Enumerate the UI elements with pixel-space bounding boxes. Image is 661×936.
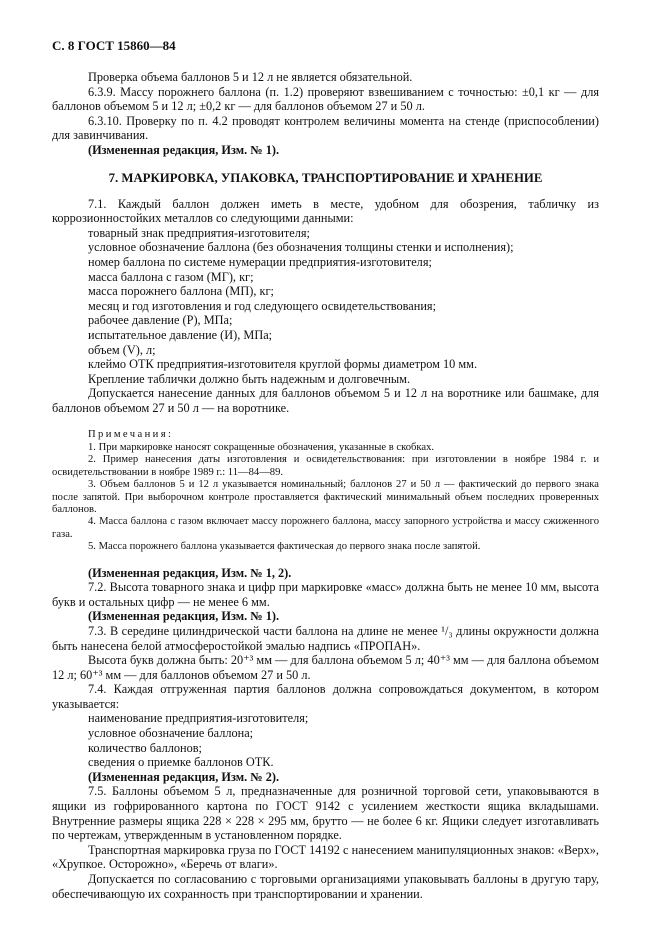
paragraph: 6.3.9. Массу порожнего баллона (п. 1.2) проверяют взвешиванием с точностью: ±0,1 кг — для баллонов объемом 5 и 12 л; ±0,2 кг — для баллонов объемом 27 и 50 л.	[52, 84, 599, 114]
note-item: 4. Масса баллона с газом включает массу порожнего баллона, массу запорного устройства и массу сжиженного газа.	[52, 516, 599, 540]
notes	[52, 429, 599, 553]
paragraph: Допускается по согласованию с торговыми организациями упаковывать баллоны в другую тару, обеспечивающую их сохранность при транспортировании и хранении.	[52, 872, 599, 901]
note-item: 5. Масса порожнего баллона указывается фактическая до первого знака после запятой.	[88, 541, 481, 553]
note-item: 1. При маркировке наносят сокращенные обозначения, указанные в скобках.	[88, 441, 435, 453]
list-item: товарный знак предприятия-изготовителя;	[88, 225, 310, 240]
list-item: условное обозначение баллона;	[88, 726, 254, 741]
list-item: условное обозначение баллона (без обозначения толщины стенки и исполнения);	[88, 240, 514, 255]
note-item: 3. Объем баллонов 5 и 12 л указывается номинальный; баллонов 27 и 50 л — фактический до первого знака после запятой. При выборочном контроле проставляется фактический минимальный объем последних проверенных баллонов.	[52, 479, 599, 515]
paragraph: 7.5. Баллоны объемом 5 л, предназначенные для розничной торговой сети, упаковываются в ящики из гофрированного картона по ГОСТ 9142 с усилением жесткости ящика вкладышами. Внутренние размеры ящика 228 × 228 × 295 мм, брутто — не более 6 кг. Ящики следует изготавливать по чертежам, утвержденным в установленном порядке.	[52, 784, 599, 843]
note-item: 2. Пример нанесения даты изготовления и освидетельствования: при изготовлении в ноябре 1984 г. и освидетельствовании в ноябре 1989 г.: 11—84—89.	[52, 454, 599, 478]
paragraph: 7.2. Высота товарного знака и цифр при маркировке «масс» должна быть не менее 10 мм, высота букв и остальных цифр — не менее 6 мм.	[52, 580, 599, 609]
paragraph: 6.3.10. Проверку по п. 4.2 проводят контролем величины момента на стенде (приспособлении) для завинчивания.	[52, 113, 599, 143]
list-item: количество баллонов;	[88, 740, 202, 755]
paragraph: 7.3. В середине цилиндрической части баллона на длине не менее ¹/₃ длины окружности должна быть нанесена белой атмосферостойкой эмалью надпись «ПРОПАН».	[52, 623, 599, 653]
list-item: рабочее давление (Р), МПа;	[88, 313, 233, 328]
amendment-note: (Измененная редакция, Изм. № 1, 2).	[88, 565, 292, 580]
paragraph: 7.4. Каждая отгруженная партия баллонов должна сопровождаться документом, в котором указывается:	[52, 682, 599, 711]
paragraph: Высота букв должна быть: 20⁺³ мм — для баллона объемом 5 л; 40⁺³ мм — для баллона объемом 12 л; 60⁺³ мм — для баллонов объемом 27 и 50 л.	[52, 653, 599, 682]
paragraph: Крепление таблички должно быть надежным и долговечным.	[88, 371, 411, 386]
list-item: наименование предприятия-изготовителя;	[88, 711, 309, 726]
list-item: номер баллона по системе нумерации предприятия-изготовителя;	[88, 254, 432, 269]
notes-title: Примечания:	[88, 429, 174, 441]
paragraph: Проверка объема баллонов 5 и 12 л не является обязательной.	[88, 70, 413, 84]
list-item: масса баллона с газом (МГ), кг;	[88, 269, 254, 284]
section-7-2-to-7-5	[52, 566, 599, 902]
document-page	[52, 38, 599, 901]
list-item: клеймо ОТК предприятия-изготовителя круглой формы диаметром 10 мм.	[88, 357, 478, 372]
amendment-note: (Измененная редакция, Изм. № 1).	[88, 142, 280, 157]
page-header: С. 8 ГОСТ 15860—84	[52, 38, 176, 53]
list-item: масса порожнего баллона (МП), кг;	[88, 284, 274, 299]
paragraph: Транспортная маркировка груза по ГОСТ 14192 с нанесением манипуляционных знаков: «Верх», «Хрупкое. Осторожно», «Беречь от влаги».	[52, 842, 599, 872]
list-item: объем (V), л;	[88, 342, 156, 357]
paragraph: 7.1. Каждый баллон должен иметь в месте, удобном для обозрения, табличку из коррозионностойких металлов со следующими данными:	[52, 196, 599, 226]
section-6-end	[52, 70, 599, 158]
list-item: месяц и год изготовления и год следующего освидетельствования;	[88, 298, 436, 313]
paragraph: Допускается нанесение данных для баллонов объемом 5 и 12 л на воротнике или башмаке, для баллонов объемом 27 и 50 л — на воротнике.	[52, 386, 599, 415]
section-7-1	[52, 197, 599, 416]
list-item: испытательное давление (И), МПа;	[88, 327, 273, 342]
amendment-note: (Измененная редакция, Изм. № 1).	[88, 609, 280, 624]
section-title: 7. МАРКИРОВКА, УПАКОВКА, ТРАНСПОРТИРОВАНИЕ И ХРАНЕНИЕ	[108, 170, 543, 185]
list-item: сведения о приемке баллонов ОТК.	[88, 755, 274, 770]
amendment-note: (Измененная редакция, Изм. № 2).	[88, 769, 280, 784]
